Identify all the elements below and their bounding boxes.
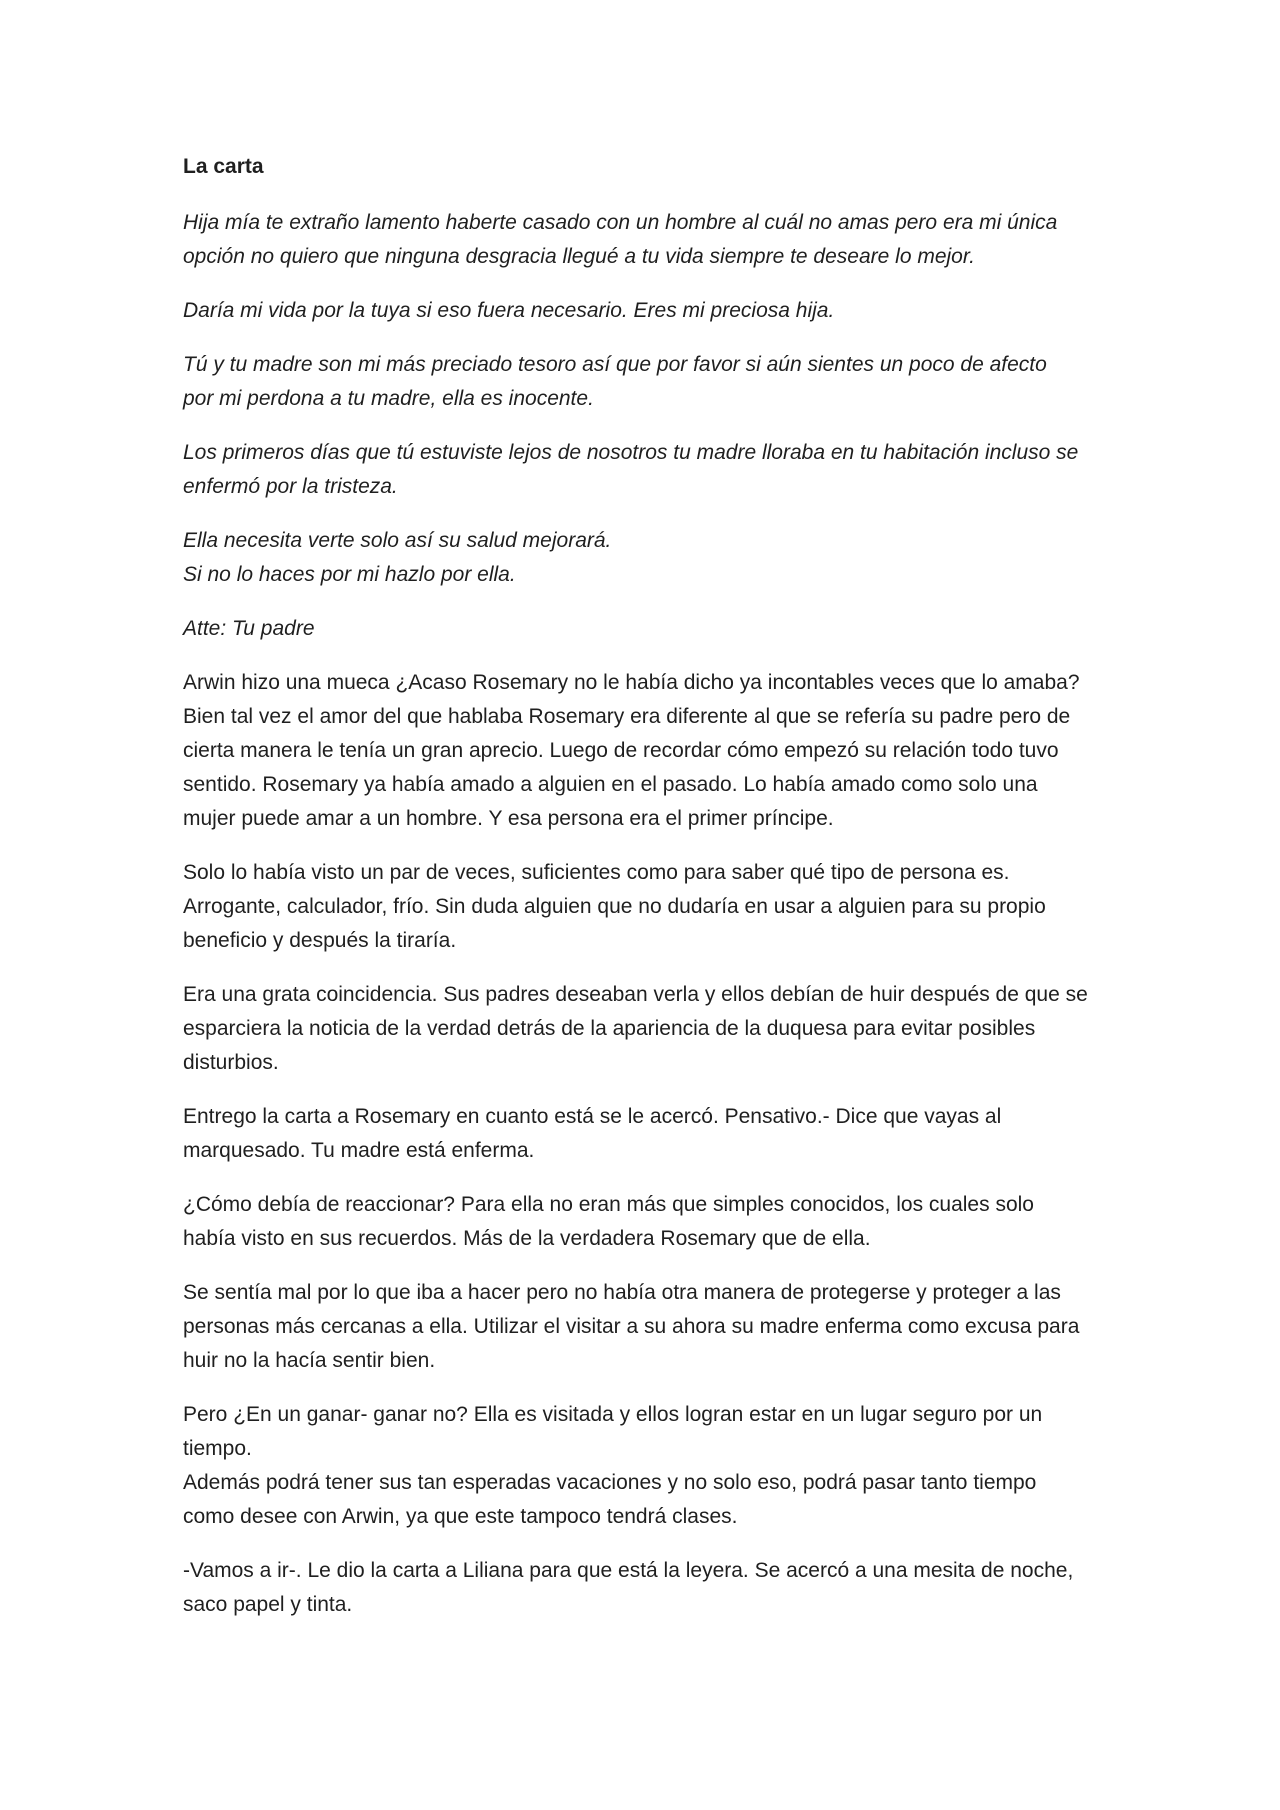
text-line: Bien tal vez el amor del que hablaba Rosemary era diferente al que se refería su padre pero de — [183, 705, 1071, 728]
text-line: beneficio y después la tiraría. — [183, 929, 457, 952]
letter-paragraph — [183, 524, 1103, 592]
text-line: sentido. Rosemary ya había amado a alguien en el pasado. Lo había amado como solo una — [183, 773, 1038, 796]
text-line: opción no quiero que ninguna desgracia llegué a tu vida siempre te deseare lo mejor. — [183, 245, 975, 268]
text-line: Arrogante, calculador, frío. Sin duda alguien que no dudaría en usar a alguien para su propio — [183, 895, 1046, 918]
narrative-paragraph — [183, 978, 1103, 1080]
text-line: Entrego la carta a Rosemary en cuanto está se le acercó. Pensativo.- Dice que vayas al — [183, 1105, 1002, 1128]
text-line: personas más cercanas a ella. Utilizar el visitar a su ahora su madre enferma como excusa para — [183, 1315, 1080, 1338]
letter-paragraph — [183, 612, 1103, 646]
text-line: Daría mi vida por la tuya si eso fuera necesario. Eres mi preciosa hija. — [183, 299, 835, 322]
text-line: enfermó por la tristeza. — [183, 475, 398, 498]
narrative-paragraph — [183, 856, 1103, 958]
text-line: Además podrá tener sus tan esperadas vacaciones y no solo eso, podrá pasar tanto tiempo — [183, 1471, 1037, 1494]
text-line: cierta manera le tenía un gran aprecio. Luego de recordar cómo empezó su relación todo tuvo — [183, 739, 1059, 762]
letter-paragraph — [183, 206, 1103, 274]
text-line: Los primeros días que tú estuviste lejos de nosotros tu madre lloraba en tu habitación incluso se — [183, 441, 1079, 464]
text-line: por mi perdona a tu madre, ella es inocente. — [183, 387, 594, 410]
document-page — [183, 148, 1103, 1642]
letter-paragraph — [183, 348, 1103, 416]
letter-paragraph — [183, 436, 1103, 504]
narrative-paragraph — [183, 1554, 1103, 1622]
narrative-paragraph — [183, 666, 1103, 836]
text-line: Era una grata coincidencia. Sus padres deseaban verla y ellos debían de huir después de que se — [183, 983, 1088, 1006]
text-line: Se sentía mal por lo que iba a hacer pero no había otra manera de protegerse y proteger a las — [183, 1281, 1061, 1304]
narrative-paragraph — [183, 1100, 1103, 1168]
text-line: Solo lo había visto un par de veces, suficientes como para saber qué tipo de persona es. — [183, 861, 1010, 884]
document-title: La carta — [183, 155, 264, 178]
text-line: disturbios. — [183, 1051, 279, 1074]
text-line: como desee con Arwin, ya que este tampoco tendrá clases. — [183, 1505, 738, 1528]
text-line: Ella necesita verte solo así su salud mejorará. — [183, 529, 612, 552]
text-line: Atte: Tu padre — [183, 617, 315, 640]
text-line: -Vamos a ir-. Le dio la carta a Liliana para que está la leyera. Se acercó a una mesita de noche, — [183, 1559, 1074, 1582]
text-line: tiempo. — [183, 1437, 252, 1460]
text-line: Si no lo haces por mi hazlo por ella. — [183, 563, 516, 586]
document-body — [183, 206, 1103, 1622]
text-line: saco papel y tinta. — [183, 1593, 353, 1616]
text-line: Arwin hizo una mueca ¿Acaso Rosemary no le había dicho ya incontables veces que lo amaba? — [183, 671, 1080, 694]
text-line: marquesado. Tu madre está enferma. — [183, 1139, 535, 1162]
text-line: ¿Cómo debía de reaccionar? Para ella no eran más que simples conocidos, los cuales solo — [183, 1193, 1034, 1216]
narrative-paragraph — [183, 1398, 1103, 1534]
narrative-paragraph — [183, 1276, 1103, 1378]
text-line: huir no la hacía sentir bien. — [183, 1349, 436, 1372]
text-line: Tú y tu madre son mi más preciado tesoro así que por favor si aún sientes un poco de afecto — [183, 353, 1047, 376]
text-line: Pero ¿En un ganar- ganar no? Ella es visitada y ellos logran estar en un lugar seguro por un — [183, 1403, 1043, 1426]
text-line: Hija mía te extraño lamento haberte casado con un hombre al cuál no amas pero era mi única — [183, 211, 1058, 234]
narrative-paragraph — [183, 1188, 1103, 1256]
text-line: mujer puede amar a un hombre. Y esa persona era el primer príncipe. — [183, 807, 834, 830]
text-line: había visto en sus recuerdos. Más de la verdadera Rosemary que de ella. — [183, 1227, 871, 1250]
text-line: esparciera la noticia de la verdad detrás de la apariencia de la duquesa para evitar posibles — [183, 1017, 1036, 1040]
letter-paragraph — [183, 294, 1103, 328]
